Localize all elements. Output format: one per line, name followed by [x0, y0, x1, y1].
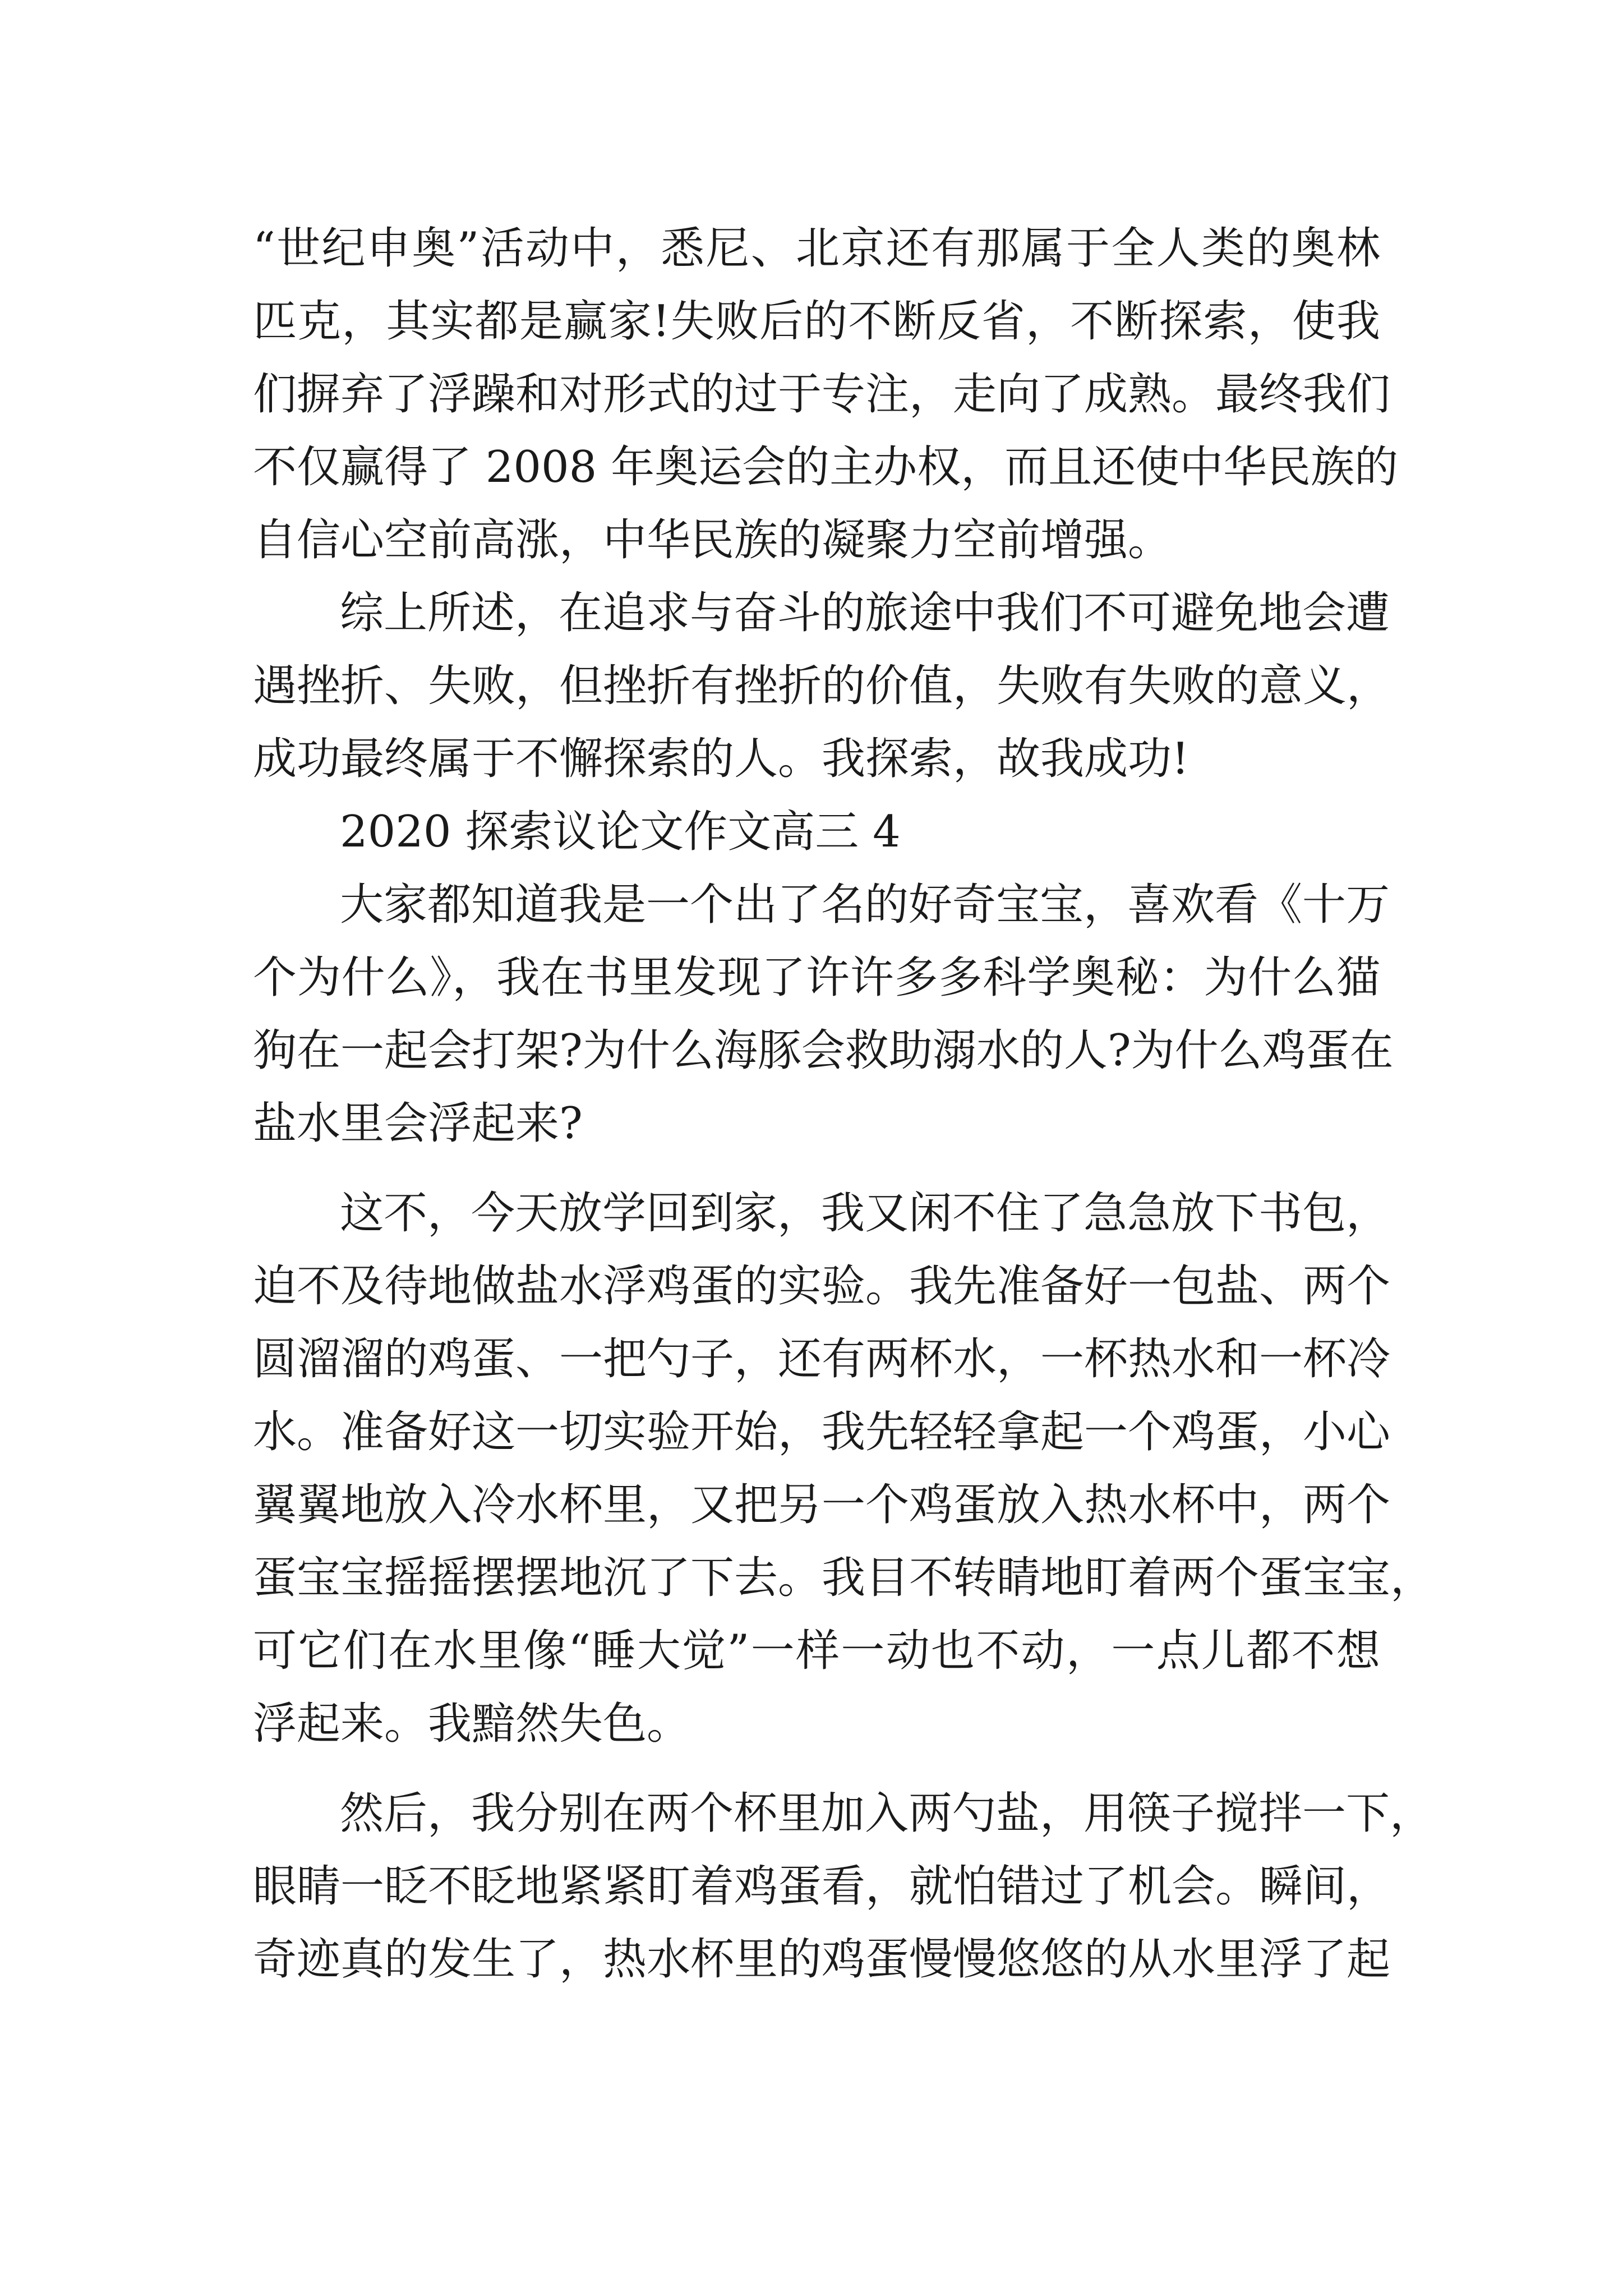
- text-line: 盐水里会浮起来?: [253, 1098, 583, 1149]
- text-line: 可它们在水里像“睡大觉”一样一动也不动，一点儿都不想: [253, 1626, 1380, 1676]
- text-line: 眼睛一眨不眨地紧紧盯着鸡蛋看，就怕错过了机会。瞬间，: [253, 1861, 1391, 1912]
- section-heading: 2020 探索议论文作文高三 4: [340, 807, 901, 857]
- paragraph-first-line: 综上所述，在追求与奋斗的旅途中我们不可避免地会遭: [340, 588, 1390, 638]
- text-line: 蛋宝宝摇摇摆摆地沉了下去。我目不转睛地盯着两个蛋宝宝，: [253, 1553, 1435, 1603]
- text-line: 遇挫折、失败，但挫折有挫折的价值，失败有失败的意义，: [253, 661, 1391, 711]
- text-line: 狗在一起会打架?为什么海豚会救助溺水的人?为什么鸡蛋在: [253, 1025, 1394, 1076]
- paragraph-first-line: 大家都知道我是一个出了名的好奇宝宝，喜欢看《十万: [340, 880, 1390, 930]
- text-line: 自信心空前高涨，中华民族的凝聚力空前增强。: [253, 515, 1172, 565]
- text-line: “世纪申奥”活动中，悉尼、北京还有那属于全人类的奥林: [253, 223, 1380, 274]
- paragraph-first-line: 然后，我分别在两个杯里加入两勺盐，用筷子搅拌一下，: [340, 1788, 1434, 1839]
- text-line: 迫不及待地做盐水浮鸡蛋的实验。我先准备好一包盐、两个: [253, 1261, 1391, 1312]
- text-line: 翼翼地放入冷水杯里，又把另一个鸡蛋放入热水杯中，两个: [253, 1480, 1391, 1530]
- text-line: 们摒弃了浮躁和对形式的过于专注，走向了成熟。最终我们: [253, 369, 1391, 420]
- text-line: 圆溜溜的鸡蛋、一把勺子，还有两杯水，一杯热水和一杯冷: [253, 1334, 1391, 1384]
- text-line: 个为什么》，我在书里发现了许许多多科学奥秘：为什么猫: [253, 953, 1380, 1003]
- text-line: 匹克，其实都是赢家!失败后的不断反省，不断探索，使我: [253, 296, 1380, 347]
- paragraph-first-line: 这不，今天放学回到家，我又闲不住了急急放下书包，: [340, 1188, 1390, 1239]
- text-line: 成功最终属于不懈探索的人。我探索，故我成功!: [253, 734, 1189, 784]
- text-line: 不仅赢得了 2008 年奥运会的主办权，而且还使中华民族的: [253, 442, 1399, 493]
- text-line: 浮起来。我黯然失色。: [253, 1699, 691, 1749]
- text-line: 水。准备好这一切实验开始，我先轻轻拿起一个鸡蛋，小心: [253, 1407, 1391, 1457]
- text-line: 奇迹真的发生了，热水杯里的鸡蛋慢慢悠悠的从水里浮了起: [253, 1934, 1391, 1985]
